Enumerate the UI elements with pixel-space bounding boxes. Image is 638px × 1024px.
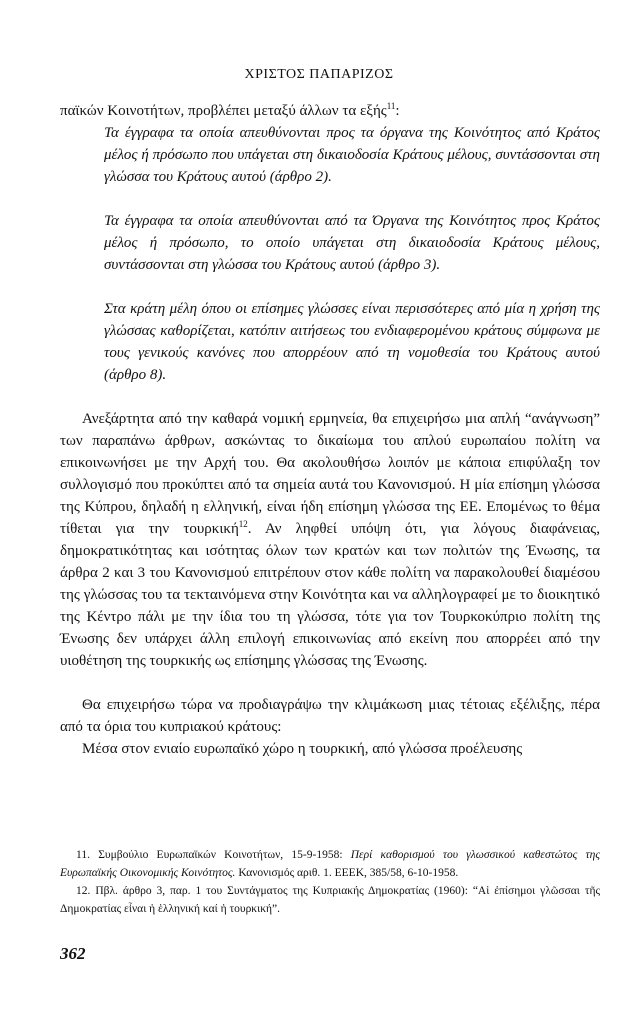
main-text	[60, 100, 600, 760]
paragraph-reading: Ανεξάρτητα από την καθαρά νομική ερμηνεία, θα επιχειρήσω μια απλή “ανάγνωση” των παραπάνω άρθρων, ασκώντας το δικαίωμα του απλού ευρωπαίου πολίτη να επικοινωνήσει με την Αρχή του. Θα ακολουθήσω λοιπόν με κάποια επιφύλαξη τον συλλογισμό που προκύπτει από τα σημεία αυτά του Κανονισμού. Η μία επίσημη γλώσσα της Κύπρου, δηλαδή η ελληνική, είναι ήδη επίσημη γλώσσα της ΕΕ. Επομένως το θέμα τίθεται για την τουρκική$^{12}$. Αν ληφθεί υπόψη ότι, για λόγους διαφάνειας, δημοκρατικότητας και ισότητας όλων των κρατών και των πολιτών της Ένωσης, τα άρθρα 2 και 3 του Κανονισμού επιτρέπουν στον κάθε πολίτη να παρακολουθεί διαμέσου της γλώσσας του τα τεκταινόμενα στην Κοινότητα και να αλληλογραφεί με το διοικητικό της Κέντρο πάλι με την ίδια του τη γλώσσα, τότε για τον Τουρκοκύπριο πολίτη της Ένωσης δεν υπάρχει άλλη επιλογή επικοινωνίας από εκείνη που απορρέει από την υιοθέτηση της τουρκικής ως επίσημης γλώσσας της Ένωσης.	[60, 411, 600, 669]
footnote-11: 11. Συμβούλιο Ευρωπαϊκών Κοινοτήτων, 15-9-1958: Περί καθορισμού του γλωσσικού καθεστώτος της Ευρωπαϊκής Οικονομικής Κοινότητος. Κανονισμός αριθ. 1. ΕΕΕΚ, 385/58, 6-10-1958.	[60, 849, 601, 879]
quote-article-3: Τα έγγραφα τα οποία απευθύνονται από τα Όργανα της Κοινότητος προς Κράτος μέλος ή πρόσωπο, το οποίο υπάγεται στη δικαιοδοσία Κράτους μέλους, συντάσσονται στη γλώσσα του Κράτους αυτού (άρθρο 3).	[104, 213, 600, 273]
footnote-ref-12[interactable]: 12	[238, 519, 248, 529]
quote-article-8: Στα κράτη μέλη όπου οι επίσημες γλώσσες είναι περισσότερες από μία η χρήση της γλώσσας καθορίζεται, κατόπιν αιτήσεως του ενδιαφερομένου κράτους σύμφωνα με τους γενικούς κανόνες που απορρέουν από τη νομοθεσία του Κράτους αυτού (άρθρο 8).	[104, 301, 600, 383]
page-number: 362	[60, 944, 86, 963]
footnotes	[60, 846, 600, 918]
footnote-ref-11[interactable]: 11	[386, 101, 396, 111]
footnote-12: 12. Πβλ. άρθρο 3, παρ. 1 του Συντάγματος της Κυπριακής Δημοκρατίας (1960): “Αἱ ἐπίσημοι γλῶσσαι τῆς Δημοκρατίας εἶναι ἡ ἑλληνική καί ἡ τουρκική”.	[60, 885, 601, 915]
quote-article-2: Τα έγγραφα τα οποία απευθύνονται προς τα όργανα της Κοινότητος από Κράτος μέλος ή πρόσωπο που υπάγεται στη δικαιοδοσία Κράτους μέλους, συντάσσονται στη γλώσσα του Κράτους αυτού (άρθρο 2).	[104, 125, 600, 185]
paragraph-continuing: Μέσα στον ενιαίο ευρωπαϊκό χώρο η τουρκική, από γλώσσα προέλευσης	[82, 741, 523, 757]
paragraph-escalation: Θα επιχειρήσω τώρα να προδιαγράψω την κλιμάκωση μιας τέτοιας εξέλιξης, πέρα από τα όρια του κυπριακού κράτους:	[60, 697, 600, 735]
intro-line: παϊκών Κοινοτήτων, προβλέπει μεταξύ άλλων τα εξής$^{11}$:	[60, 101, 400, 119]
running-head: ΧΡΙΣΤΟΣ ΠΑΠΑΡΙΖΟΣ	[244, 67, 394, 82]
